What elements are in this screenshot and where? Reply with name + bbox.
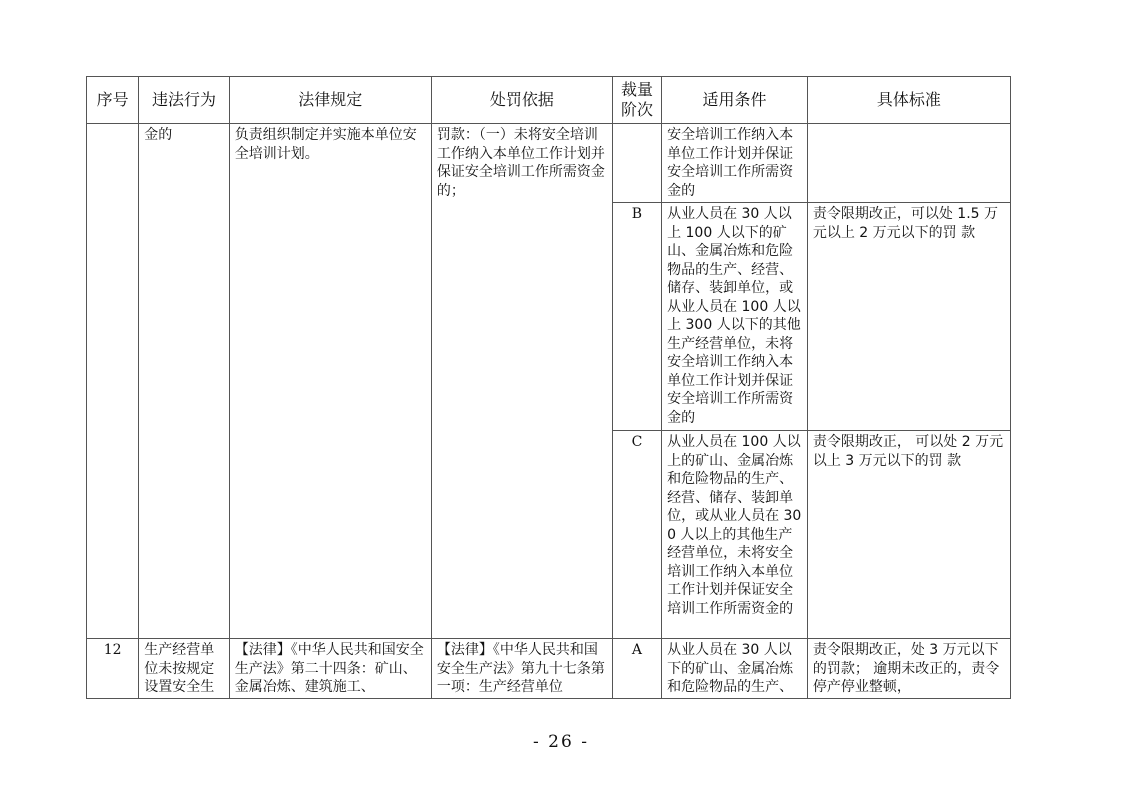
table-header-row [87,77,1011,124]
basis-cell: 罚款：（一）未将安全培训工作纳入本单位工作计划并保证安全培训工作所需资金的； [431,124,612,639]
penalty-table [86,76,1011,699]
page-number: - 26 - [533,732,589,752]
header-cell: 违法行为 [139,77,229,124]
law-text: 【法律】《中华人民共和国安全生产法》第二十四条：矿山、金属冶炼、建筑施工、 [234,642,424,695]
law-cell [229,639,431,699]
header-cell: 适用条件 [662,77,808,124]
number-cell: 12 [87,639,139,699]
condition-cell: 从业人员在 100 人以上的矿山、金属冶炼和危险物品的生产、经营、储存、装卸单位，或从业人员在 300 人以上的其他生产经营单位，未将安全培训工作纳入本单位工作计划并保证安全培训工作所需资金的 [662,431,808,639]
level-cell: B [612,203,661,431]
level-cell: A [612,639,661,699]
condition-cell: 从业人员在 30 人以上 100 人以下的矿山、金属冶炼和危险物品的生产、经营、储存、装卸单位，或从业人员在 100 人以上 300 人以下的其他生产经营单位，未将安全培训工作纳入本单位工作计划并保证安全培训工作所需资金的 [662,203,808,431]
table-row [87,124,1011,203]
header-cell: 裁量阶次 [612,77,661,124]
condition-cell [662,639,808,699]
standard-cell: 责令限期改正， 可以处 2 万元以上 3 万元以下的罚 款 [807,431,1010,639]
law-cell: 负责组织制定并实施本单位安全培训计划。 [229,124,431,639]
violation-text: 生产经营单位未按规定设置安全生 [144,642,215,695]
violation-cell: 金的 [139,124,229,639]
standard-cell [807,124,1010,203]
standard-cell [807,639,1010,699]
basis-text: 【法律】《中华人民共和国安全生产法》第九十七条第一项：生产经营单位 [436,642,605,695]
level-cell: C [612,431,661,639]
header-cell: 法律规定 [229,77,431,124]
header-cell: 序号 [87,77,139,124]
number-cell [87,124,139,639]
standard-text: 责令限期改正，处 3 万元以下的罚款； 逾期未改正的，责令停产停业整顿， [812,642,1000,695]
header-cell: 具体标准 [807,77,1010,124]
condition-text: 从业人员在 30 人以下的矿山、金属冶炼和危险物品的生产、 [667,642,794,695]
standard-cell: 责令限期改正，可以处 1.5 万元以上 2 万元以下的罚 款 [807,203,1010,431]
condition-cell: 安全培训工作纳入本单位工作计划并保证安全培训工作所需资金的 [662,124,808,203]
table-row [87,639,1011,699]
header-cell: 处罚依据 [431,77,612,124]
violation-cell [139,639,229,699]
level-cell [612,124,661,203]
basis-cell [431,639,612,699]
